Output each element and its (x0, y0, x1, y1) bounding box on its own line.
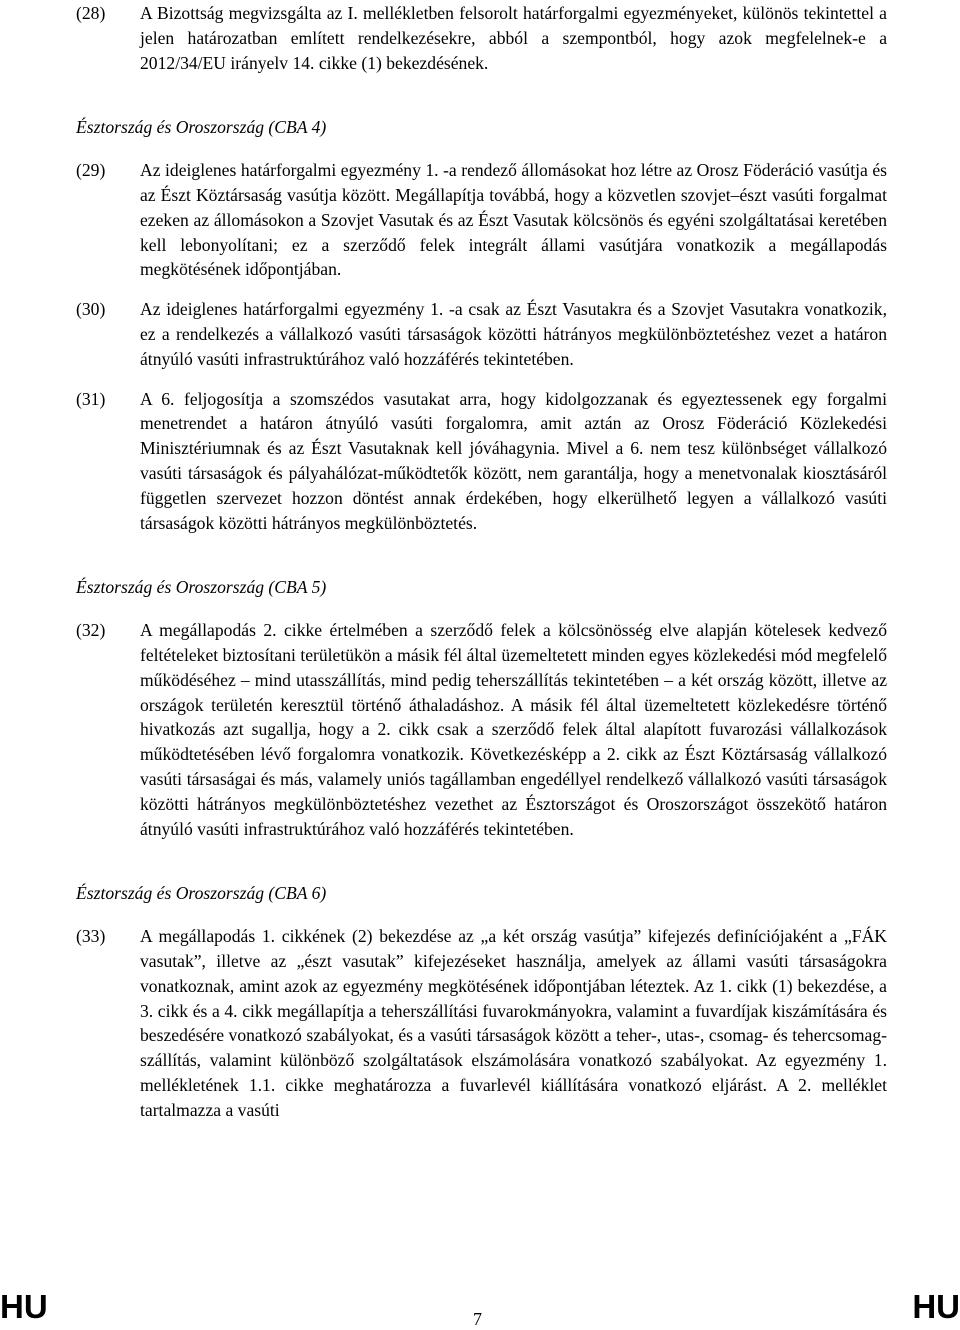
paragraph-text: A Bizottság megvizsgálta az I. mellékletben felsorolt határforgalmi egyezményeket, különös tekintettel a jelen határozatban említett rendelkezésekre, abból a szempontból, hogy azok megfelelnek-e a 2012/34/EU irányelv 14. cikke (1) bekezdésének. (140, 3, 887, 73)
paragraph-number: (30) (76, 299, 106, 320)
paragraph-32 (76, 618, 887, 841)
paragraph-text: Az ideiglenes határforgalmi egyezmény 1. -a csak az Észt Vasutakra és a Szovjet Vasutakra vonatkozik, ez a rendelkezés a vállalkozó vasúti társaságok közötti hátrányos megkülönböztetéshez vezet a határon átnyúló vasúti infrastruktúrához való hozzáférés tekintetében. (140, 299, 887, 369)
paragraph-28 (76, 1, 887, 75)
paragraph-number: (29) (76, 160, 106, 181)
paragraph-number: (31) (76, 388, 106, 409)
footer-language-right: HU (912, 1288, 960, 1325)
paragraph-text: A 6. feljogosítja a szomszédos vasutakat arra, hogy kidolgozzanak és egyeztessenek egy forgalmi menetrendet a határon átnyúló vasúti forgalomra, amit aztán az Orosz Föderáció Közlekedési Minisztériumnak és az Észt Vasutaknak kell jóváhagynia. Mivel a 6. nem tesz különbséget vállalkozó vasúti társaságok és pályahálózat-működtetők között, nem garantálja, hogy a menetvonalak kiosztásáról független szervezet hozzon döntést annak érdekében, hogy elkerülhető legyen a vállalkozó vasúti társaságok közötti hátrányos megkülönböztetés. (140, 388, 887, 533)
paragraph-text: A megállapodás 1. cikkének (2) bekezdése az „a két ország vasútja” kifejezés definíciójaként a „FÁK vasutak”, illetve az „észt vasutak” kifejezéseket használja, amelyek az állami vasúti társaságokra vonatkoznak, amint azok az egyezmény megkötésének időpontjában léteztek. Az 1. cikk (1) bekezdése, a 3. cikk és a 4. cikk megállapítja a teherszállítási fuvarokmányokra, valamint a fuvardíjak kiszámítására és beszedésére vonatkozó szabályokat, és a vasúti társaságok között a teher-, utas-, csomag- és tehercsomag-szállítás, valamint különböző szolgáltatások elszámolására vonatkozó szabályokat. Az egyezmény 1. mellékletének 1.1. cikke meghatározza a fuvarlevél kiállítására vonatkozó eljárást. A 2. melléklet tartalmazza a vasúti (140, 926, 887, 1120)
section-heading-cba4: Észtország és Oroszország (CBA 4) (76, 117, 327, 138)
footer-language-left: HU (0, 1288, 48, 1325)
section-heading-cba6: Észtország és Oroszország (CBA 6) (76, 883, 327, 904)
paragraph-29 (76, 158, 887, 282)
page-number: 7 (473, 1309, 482, 1329)
paragraph-33 (76, 924, 887, 1122)
paragraph-31 (76, 387, 887, 536)
paragraph-number: (32) (76, 620, 106, 641)
paragraph-number: (33) (76, 926, 106, 947)
section-heading-cba5: Észtország és Oroszország (CBA 5) (76, 577, 327, 598)
paragraph-text: A megállapodás 2. cikke értelmében a szerződő felek a kölcsönösség elve alapján kötelesek kedvező feltételeket biztosítani területükön a másik fél által üzemeltetett minden egyes közlekedési mód megfelelő működéséhez – mind utasszállítás, mind pedig teherszállítás tekintetében – a két ország között, illetve az országok területén keresztül történő áthaladáshoz. A másik fél által üzemeltetett közlekedésre történő hivatkozás azt sugallja, hogy a 2. cikk csak a szerződő felek által alapított fuvarozási vállalkozások működtetésében lévő forgalomra vonatkozik. Következésképp a 2. cikk az Észt Köztársaság vállalkozó vasúti társaságai és más, valamely uniós tagállamban engedéllyel rendelkező vállalkozó vasúti társaságok közötti hátrányos megkülönböztetéshez vezethet az Észtországot és Oroszországot összekötő határon átnyúló vasúti infrastruktúrához való hozzáférés tekintetében. (140, 620, 887, 839)
document-body (76, 1, 887, 1122)
paragraph-text: Az ideiglenes határforgalmi egyezmény 1. -a rendező állomásokat hoz létre az Orosz Föderáció vasútja és az Észt Köztársaság vasútja között. Megállapítja továbbá, hogy a közvetlen szovjet–észt vasúti forgalmat ezeken az állomásokon a Szovjet Vasutak és az Észt Vasutak kölcsönös és egyéni szolgáltatásai keretében kell lebonyolítani; ez a szerződő felek integrált állami vasútjára vonatkozik a megállapodás megkötésének időpontjában. (140, 160, 887, 280)
paragraph-number: (28) (76, 3, 106, 23)
paragraph-30 (76, 297, 887, 371)
